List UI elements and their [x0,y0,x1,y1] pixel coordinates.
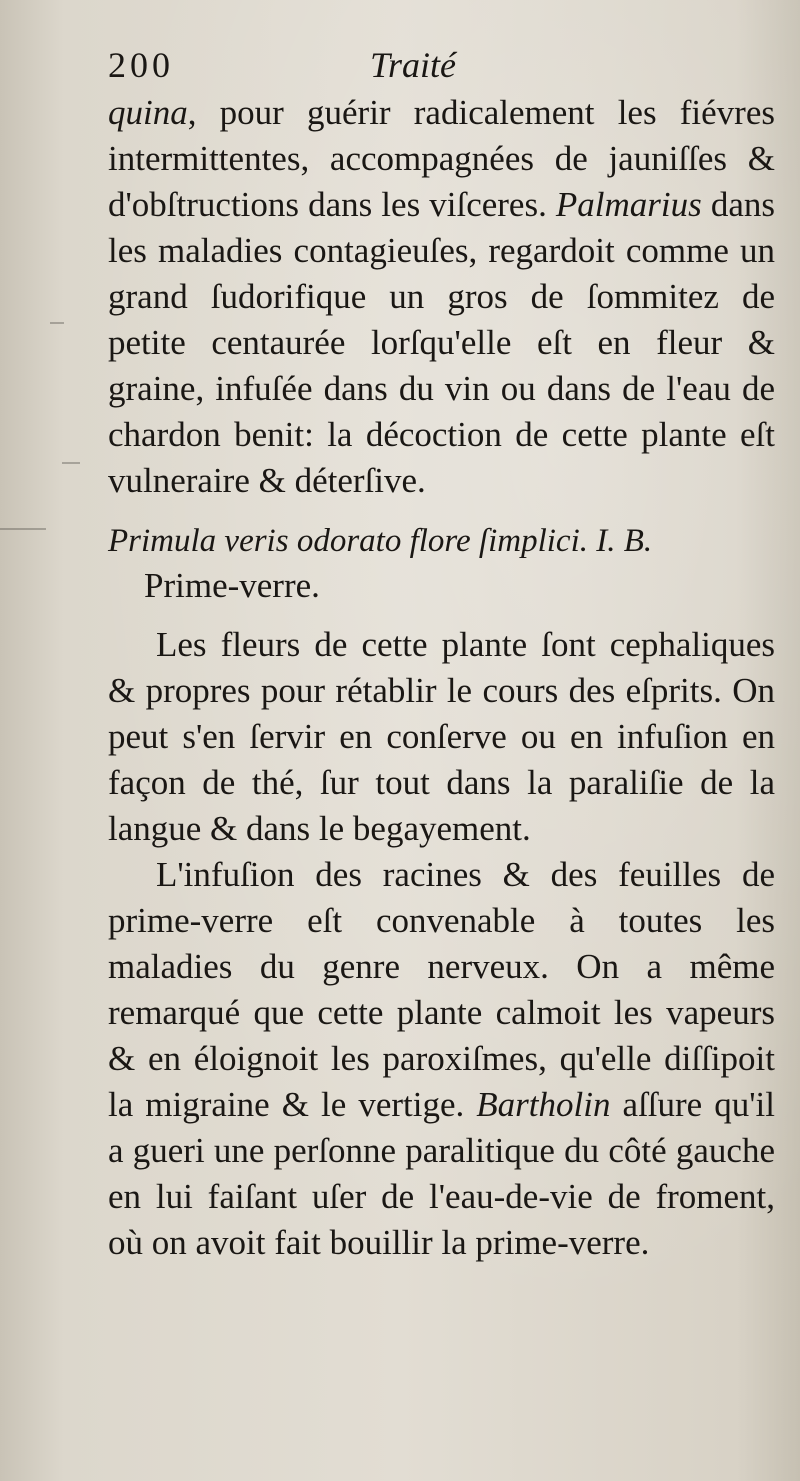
paragraph-flowers: Les fleurs de cette plante ſont cephaliques & propres pour rétablir le cours des eſprits. On peut s'en ſervir en conſerve ou en infuſion en façon de thé, ſur tout dans la paraliſie de la langue & dans le begayement. [108,625,775,848]
italic-term: quina [108,93,188,132]
paragraph-quinquina [108,90,775,504]
paragraph-text: , pour guérir radicalement les fiévres intermittentes, accompagnées de jauniſſes & d'obſtructions dans les viſceres. [108,93,775,224]
page-number: 200 [108,45,174,85]
spacer [108,504,775,518]
main-text [108,90,775,1266]
author-name: Bartholin [476,1085,611,1124]
paragraph-text: aſſure qu'il a gueri une perſonne paralitique du côté gauche en lui faiſant uſer de l'eau-de-vie de froment, où on avoit fait bouillir la prime-verre. [108,1085,776,1262]
entry-french-name: Prime-verre. [144,566,320,605]
author-name: Palmarius [555,185,702,224]
page-header [108,40,768,88]
show-through-text [560,1418,567,1450]
paragraph-infusion [108,852,775,1266]
page-edge-marks [0,0,100,1481]
margin-mark [50,322,64,324]
margin-mark [0,528,46,530]
spacer [108,608,775,622]
paragraph-text: dans les maladies contagieuſes, regardoit comme un grand ſudorifique un gros de ſommitez de petite centaurée lorſqu'elle eſt en fleur & graine, infuſée dans du vin ou dans de l'eau de chardon benit: la décoction de cette plante eſt vulneraire & déterſive. [108,185,775,500]
margin-mark [62,462,80,464]
entry-latin-name: Primula veris odorato flore ſimplici. I. B. [108,523,653,559]
running-title: Traité [370,45,457,85]
paragraph-text: L'infuſion des racines & des feuilles de prime-verre eſt convenable à toutes les maladies du genre nerveux. On a même remarqué que cette plante calmoit les vapeurs & en éloignoit les paroxiſmes, qu'elle diſſipoit la migraine & le vertige. [108,855,775,1124]
